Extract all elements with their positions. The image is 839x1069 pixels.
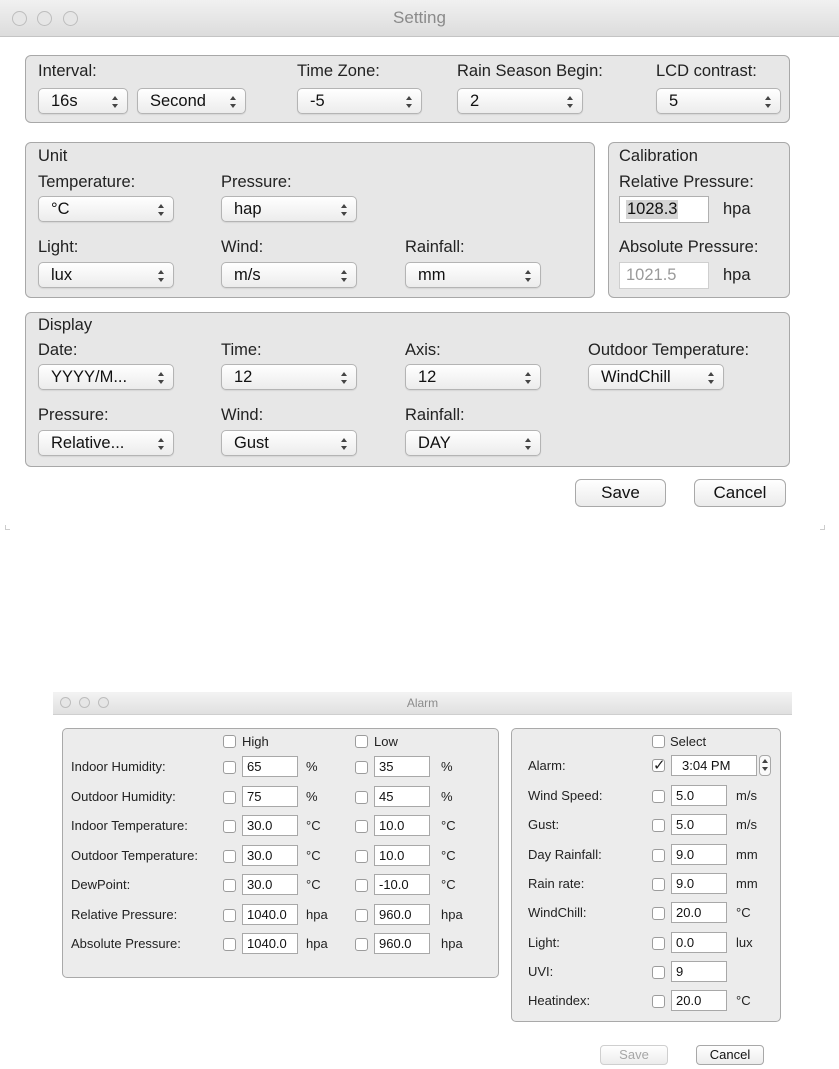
display-rainfall-popup[interactable] <box>405 430 541 456</box>
high-alarm-checkbox[interactable] <box>223 791 236 804</box>
rain-season-label: Rain Season Begin: <box>457 62 603 80</box>
select-alarm-unit: °C <box>736 993 751 1008</box>
pressure-unit-value: hap <box>234 200 262 218</box>
up-down-arrows-icon <box>157 437 165 451</box>
high-threshold-unit: °C <box>306 877 321 892</box>
high-alarm-checkbox[interactable] <box>223 879 236 892</box>
select-alarm-field[interactable] <box>671 990 727 1011</box>
low-threshold-value: 10.0 <box>379 848 405 863</box>
wind-unit-value: m/s <box>234 266 261 284</box>
time-format-value: 12 <box>234 368 253 386</box>
select-alarm-unit: m/s <box>736 788 757 803</box>
low-threshold-field[interactable] <box>374 904 430 925</box>
low-threshold-field[interactable] <box>374 845 430 866</box>
low-threshold-unit: °C <box>441 818 456 833</box>
select-alarm-label: Wind Speed: <box>528 788 603 803</box>
select-alarm-checkbox[interactable] <box>652 819 665 832</box>
up-down-arrows-icon <box>157 269 165 283</box>
high-threshold-value: 30.0 <box>247 877 273 892</box>
display-pressure-label: Pressure: <box>38 406 109 424</box>
select-alarm-checkbox[interactable] <box>652 849 665 862</box>
rain-season-popup[interactable] <box>457 88 583 114</box>
calibration-heading: Calibration <box>619 147 698 165</box>
high-threshold-value: 30.0 <box>247 848 273 863</box>
select-alarm-value: 9.0 <box>676 876 695 891</box>
low-threshold-field[interactable] <box>374 756 430 777</box>
select-alarm-field[interactable] <box>671 873 727 894</box>
display-rainfall-value: DAY <box>418 434 451 452</box>
date-format-label: Date: <box>38 341 78 359</box>
high-threshold-field[interactable] <box>242 933 298 954</box>
select-alarm-field[interactable] <box>671 961 727 982</box>
select-alarm-value: 9 <box>676 964 684 979</box>
relative-pressure-label: Relative Pressure: <box>619 173 754 191</box>
low-threshold-unit: % <box>441 789 453 804</box>
select-alarm-field[interactable] <box>671 902 727 923</box>
interval-unit-value: Second <box>150 92 206 110</box>
axis-value: 12 <box>418 368 437 386</box>
select-alarm-label: Heatindex: <box>528 993 591 1008</box>
timezone-value: -5 <box>310 92 325 110</box>
low-alarm-checkbox[interactable] <box>355 909 368 922</box>
low-alarm-checkbox[interactable] <box>355 850 368 863</box>
display-pressure-popup[interactable] <box>38 430 174 456</box>
high-threshold-unit: °C <box>306 818 321 833</box>
low-threshold-unit: hpa <box>441 907 463 922</box>
select-alarm-checkbox[interactable] <box>652 878 665 891</box>
high-threshold-field[interactable] <box>242 904 298 925</box>
outdoor-temperature-value: WindChill <box>601 368 671 386</box>
wind-unit-popup[interactable] <box>221 262 357 288</box>
alarm-row-label: Outdoor Temperature: <box>71 848 198 863</box>
high-threshold-field[interactable] <box>242 815 298 836</box>
select-alarm-unit: lux <box>736 935 753 950</box>
light-unit-popup[interactable] <box>38 262 174 288</box>
select-alarm-label: Gust: <box>528 817 560 832</box>
low-threshold-value: 960.0 <box>379 907 412 922</box>
alarm-row-label: Indoor Temperature: <box>71 818 188 833</box>
alarm-cancel-button[interactable]: Cancel <box>696 1045 764 1065</box>
alarm-time-field[interactable] <box>671 755 757 776</box>
low-threshold-value: 960.0 <box>379 936 412 951</box>
low-column-label: Low <box>374 734 398 749</box>
select-alarm-unit: mm <box>736 847 758 862</box>
display-wind-value: Gust <box>234 434 269 452</box>
high-threshold-value: 1040.0 <box>247 936 287 951</box>
select-alarm-checkbox[interactable] <box>652 995 665 1008</box>
high-alarm-checkbox[interactable] <box>223 909 236 922</box>
low-threshold-value: 45 <box>379 789 394 804</box>
high-alarm-checkbox[interactable] <box>223 820 236 833</box>
up-down-arrows-icon <box>340 371 348 385</box>
outdoor-temperature-label: Outdoor Temperature: <box>588 341 750 359</box>
high-threshold-unit: hpa <box>306 936 328 951</box>
alarm-time-checkbox[interactable] <box>652 759 665 772</box>
interval-popup[interactable] <box>38 88 128 114</box>
setting-window-title: Setting <box>393 8 446 27</box>
high-threshold-value: 65 <box>247 759 262 774</box>
rainfall-unit-value: mm <box>418 266 446 284</box>
up-down-arrows-icon <box>405 95 413 109</box>
temperature-unit-value: °C <box>51 200 70 218</box>
up-down-arrows-icon <box>340 203 348 217</box>
select-alarm-unit: mm <box>736 876 758 891</box>
lcd-contrast-value: 5 <box>669 92 679 110</box>
axis-popup[interactable] <box>405 364 541 390</box>
high-threshold-unit: % <box>306 789 318 804</box>
low-threshold-value: 35 <box>379 759 394 774</box>
high-threshold-value: 1040.0 <box>247 907 287 922</box>
lcd-contrast-label: LCD contrast: <box>656 62 757 80</box>
alarm-time-stepper[interactable] <box>759 755 771 776</box>
high-threshold-field[interactable] <box>242 756 298 777</box>
select-alarm-field[interactable] <box>671 844 727 865</box>
low-alarm-checkbox[interactable] <box>355 938 368 951</box>
absolute-pressure-value: 1021.5 <box>626 266 677 284</box>
stepper-arrows-icon <box>761 758 769 772</box>
alarm-window-title: Alarm <box>406 696 439 710</box>
up-down-arrows-icon <box>340 269 348 283</box>
alarm-row-label: Absolute Pressure: <box>71 936 181 951</box>
up-down-arrows-icon <box>566 95 574 109</box>
low-alarm-checkbox[interactable] <box>355 879 368 892</box>
alarm-row-label: Outdoor Humidity: <box>71 789 176 804</box>
axis-label: Axis: <box>405 341 441 359</box>
high-threshold-field[interactable] <box>242 874 298 895</box>
temperature-unit-popup[interactable] <box>38 196 174 222</box>
time-format-label: Time: <box>221 341 262 359</box>
display-wind-popup[interactable] <box>221 430 357 456</box>
select-alarm-value: 9.0 <box>676 847 695 862</box>
low-threshold-unit: hpa <box>441 936 463 951</box>
low-threshold-value: 10.0 <box>379 818 405 833</box>
high-alarm-checkbox[interactable] <box>223 938 236 951</box>
date-format-popup[interactable] <box>38 364 174 390</box>
up-down-arrows-icon <box>157 371 165 385</box>
window-corner-left <box>5 525 10 530</box>
low-threshold-field[interactable] <box>374 933 430 954</box>
alarm-row-label: DewPoint: <box>71 877 131 892</box>
high-alarm-checkbox[interactable] <box>223 850 236 863</box>
window-corner-right <box>820 525 825 530</box>
low-alarm-checkbox[interactable] <box>355 820 368 833</box>
alarm-row-label: Relative Pressure: <box>71 907 178 922</box>
up-down-arrows-icon <box>157 203 165 217</box>
up-down-arrows-icon <box>524 437 532 451</box>
up-down-arrows-icon <box>764 95 772 109</box>
low-threshold-field[interactable] <box>374 786 430 807</box>
display-pressure-value: Relative... <box>51 434 125 452</box>
pressure-unit-label: Pressure: <box>221 173 292 191</box>
select-alarm-value: 5.0 <box>676 788 695 803</box>
wind-unit-label: Wind: <box>221 238 264 256</box>
up-down-arrows-icon <box>707 371 715 385</box>
temperature-unit-label: Temperature: <box>38 173 136 191</box>
lcd-contrast-popup[interactable] <box>656 88 781 114</box>
timezone-label: Time Zone: <box>297 62 380 80</box>
pressure-unit-popup[interactable] <box>221 196 357 222</box>
absolute-pressure-label: Absolute Pressure: <box>619 238 759 256</box>
high-threshold-value: 75 <box>247 789 262 804</box>
select-alarm-label: UVI: <box>528 964 554 979</box>
up-down-arrows-icon <box>229 95 237 109</box>
up-down-arrows-icon <box>524 371 532 385</box>
light-unit-value: lux <box>51 266 73 284</box>
low-threshold-unit: °C <box>441 877 456 892</box>
high-threshold-unit: % <box>306 759 318 774</box>
high-threshold-unit: °C <box>306 848 321 863</box>
interval-value: 16s <box>51 92 78 110</box>
alarm-time-label: Alarm: <box>528 758 566 773</box>
alarm-save-button[interactable]: Save <box>600 1045 668 1065</box>
select-alarm-label: WindChill: <box>528 905 587 920</box>
select-alarm-checkbox[interactable] <box>652 937 665 950</box>
select-alarm-field[interactable] <box>671 785 727 806</box>
rainfall-unit-label: Rainfall: <box>405 238 465 256</box>
select-alarm-label: Day Rainfall: <box>528 847 602 862</box>
select-alarm-value: 0.0 <box>676 935 695 950</box>
select-alarm-field[interactable] <box>671 932 727 953</box>
display-rainfall-label: Rainfall: <box>405 406 465 424</box>
relative-pressure-value: 1028.3 <box>627 200 678 218</box>
relative-pressure-field[interactable] <box>619 196 709 223</box>
display-wind-label: Wind: <box>221 406 264 424</box>
select-alarm-value: 20.0 <box>676 905 702 920</box>
select-alarm-checkbox[interactable] <box>652 790 665 803</box>
select-all-checkbox[interactable] <box>652 735 665 748</box>
low-threshold-value: -10.0 <box>379 877 409 892</box>
setting-save-button[interactable]: Save <box>575 479 666 507</box>
interval-unit-popup[interactable] <box>137 88 246 114</box>
select-alarm-unit: m/s <box>736 817 757 832</box>
low-alarm-checkbox[interactable] <box>355 761 368 774</box>
low-alarm-checkbox[interactable] <box>355 791 368 804</box>
high-threshold-field[interactable] <box>242 845 298 866</box>
absolute-pressure-field[interactable] <box>619 262 709 289</box>
alarm-row-label: Indoor Humidity: <box>71 759 166 774</box>
alarm-time-value: 3:04 PM <box>682 758 731 773</box>
high-threshold-field[interactable] <box>242 786 298 807</box>
select-column-label: Select <box>670 734 707 749</box>
light-unit-label: Light: <box>38 238 79 256</box>
select-alarm-checkbox[interactable] <box>652 966 665 979</box>
low-threshold-unit: °C <box>441 848 456 863</box>
low-threshold-field[interactable] <box>374 815 430 836</box>
select-alarm-checkbox[interactable] <box>652 907 665 920</box>
select-alarm-label: Rain rate: <box>528 876 585 891</box>
low-select-checkbox[interactable] <box>355 735 368 748</box>
unit-heading: Unit <box>38 147 68 165</box>
timezone-popup[interactable] <box>297 88 422 114</box>
select-alarm-field[interactable] <box>671 814 727 835</box>
interval-label: Interval: <box>38 62 97 80</box>
select-alarm-unit: °C <box>736 905 751 920</box>
select-alarm-value: 20.0 <box>676 993 702 1008</box>
setting-cancel-button[interactable]: Cancel <box>694 479 786 507</box>
outdoor-temperature-popup[interactable] <box>588 364 724 390</box>
low-threshold-unit: % <box>441 759 453 774</box>
high-threshold-value: 30.0 <box>247 818 273 833</box>
select-alarm-label: Light: <box>528 935 560 950</box>
high-threshold-unit: hpa <box>306 907 328 922</box>
rainfall-unit-popup[interactable] <box>405 262 541 288</box>
high-column-label: High <box>242 734 269 749</box>
select-alarm-value: 5.0 <box>676 817 695 832</box>
time-format-popup[interactable] <box>221 364 357 390</box>
up-down-arrows-icon <box>340 437 348 451</box>
up-down-arrows-icon <box>111 95 119 109</box>
up-down-arrows-icon <box>524 269 532 283</box>
high-alarm-checkbox[interactable] <box>223 761 236 774</box>
absolute-pressure-unit: hpa <box>723 266 751 284</box>
rain-season-value: 2 <box>470 92 480 110</box>
relative-pressure-unit: hpa <box>723 200 751 218</box>
low-threshold-field[interactable] <box>374 874 430 895</box>
date-format-value: YYYY/M... <box>51 368 128 386</box>
high-select-checkbox[interactable] <box>223 735 236 748</box>
display-heading: Display <box>38 316 93 334</box>
